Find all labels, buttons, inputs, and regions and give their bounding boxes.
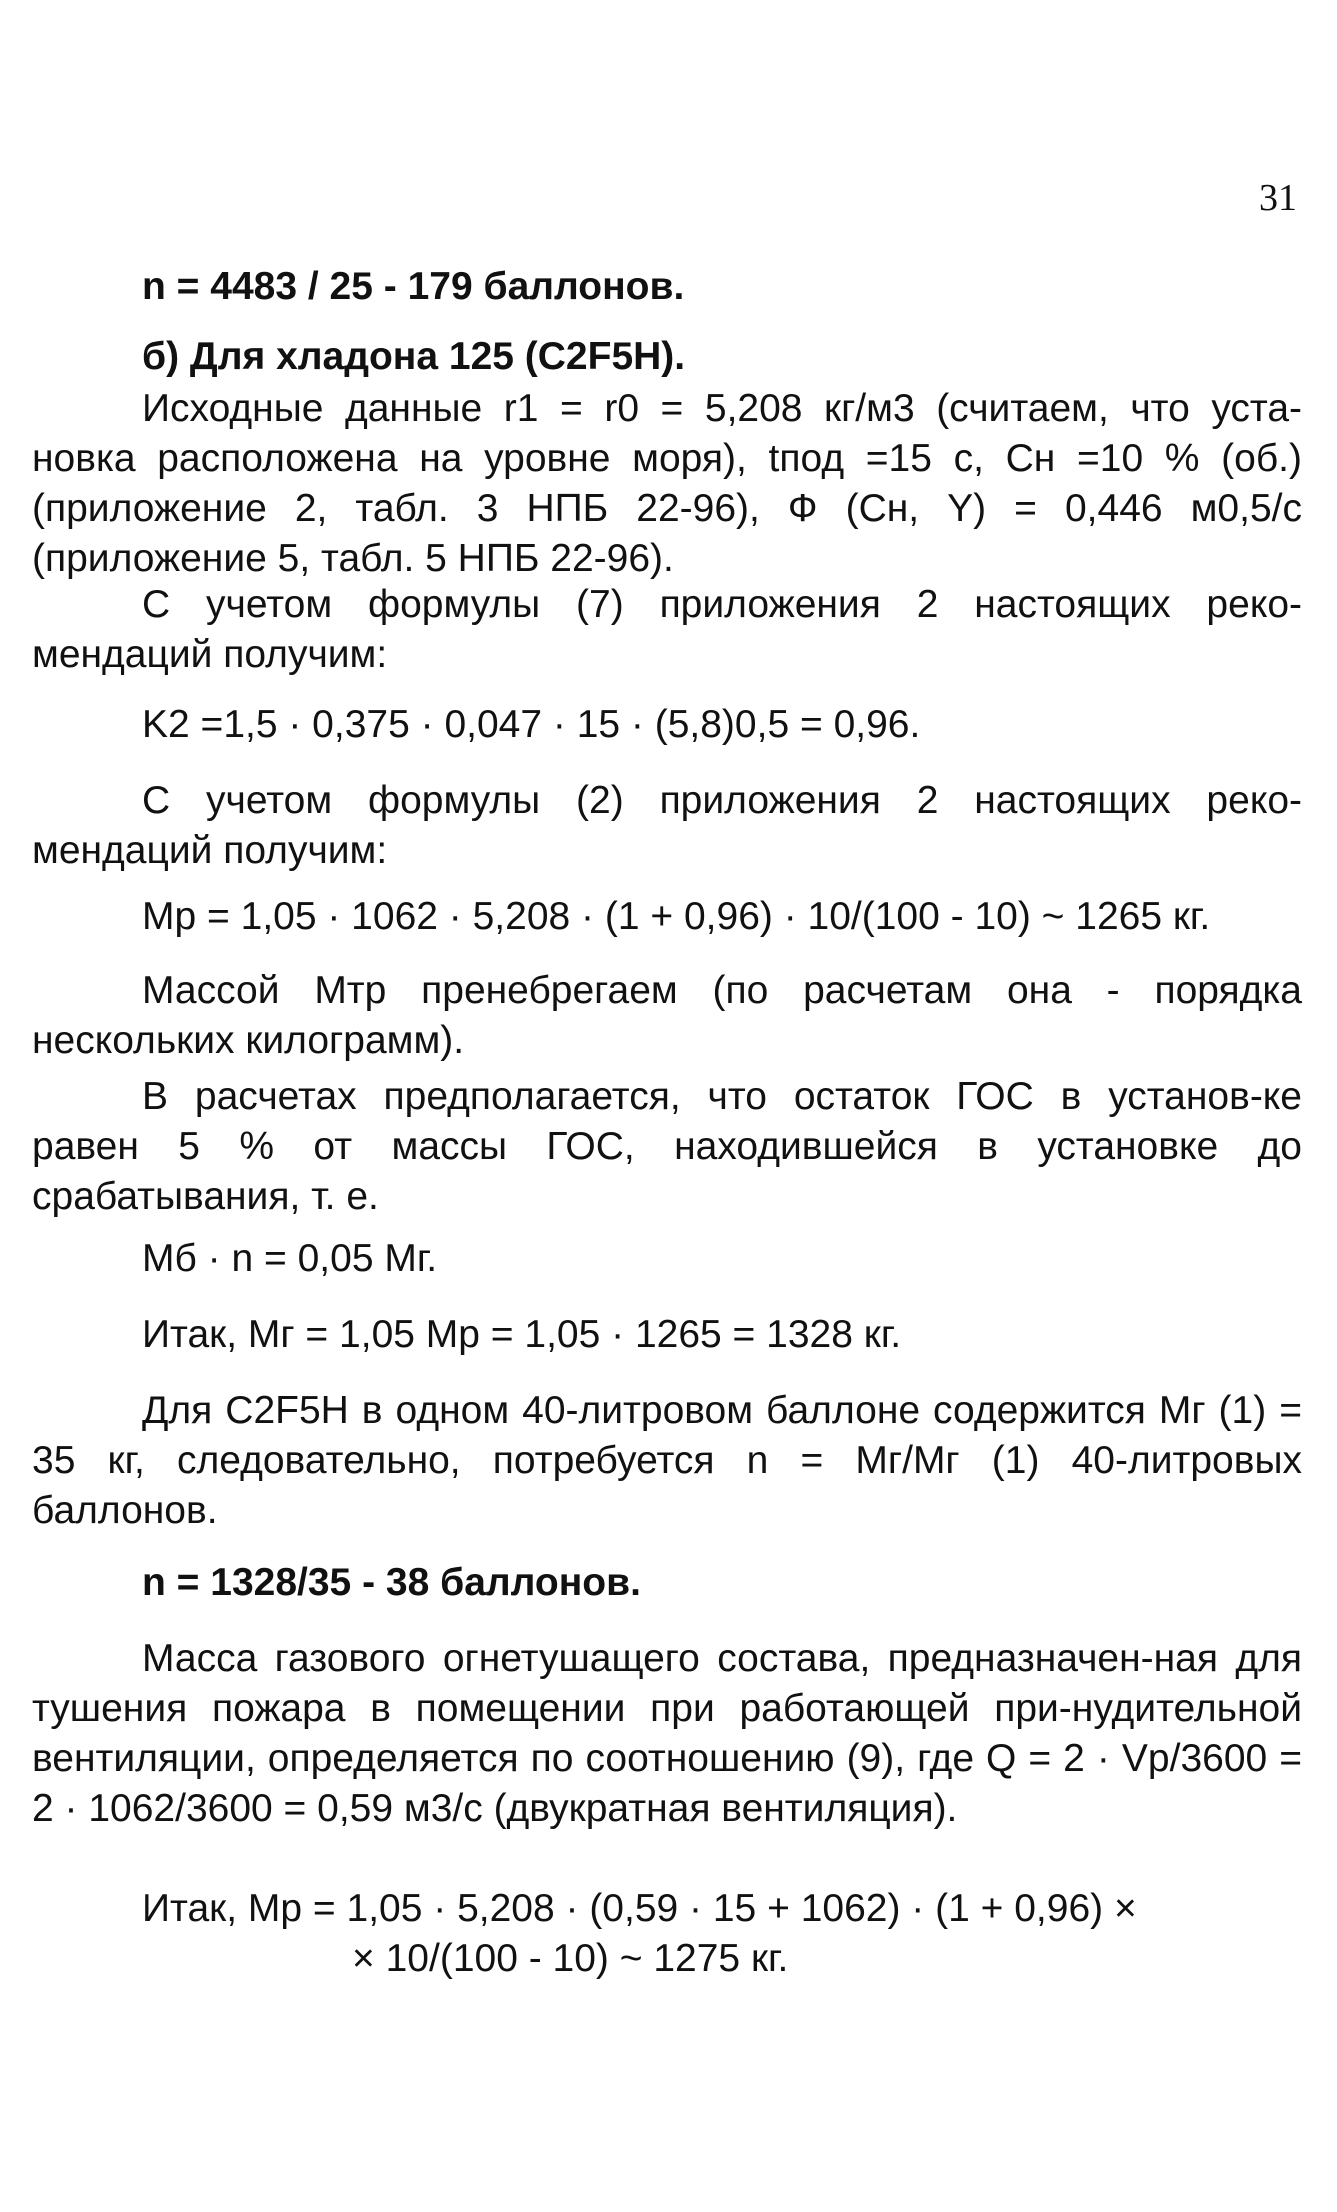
equation-k2: K2 =1,5 · 0,375 · 0,047 · 15 · (5,8)0,5 = 0,96. <box>142 703 921 746</box>
paragraph-initial-data <box>32 384 1302 584</box>
para1-line3: (приложение 2, табл. 3 НПБ 22-96), Ф (Cн, Y) = 0,446 м0,5/с <box>32 487 1302 530</box>
para1-line2: новка расположена на уровне моря), tпод =15 с, Cн =10 % (об.) <box>32 437 1302 480</box>
paragraph-mtr: Массой Mтр пренебрегаем (по расчетам она - порядка нескольких килограмм). <box>32 969 1302 1062</box>
para1-line4: (приложение 5, табл. 5 НПБ 22-96). <box>32 537 674 580</box>
para1-line1: Исходные данные r1 = r0 = 5,208 кг/м3 (считаем, что уста- <box>142 387 1302 430</box>
result-b: n = 1328/35 - 38 баллонов. <box>142 1561 641 1604</box>
paragraph-cylinder: Для C2F5H в одном 40-литровом баллоне содержится Mг (1) = 35 кг, следовательно, потребуется n = Mг/Mг (1) 40-литровых баллонов. <box>32 1389 1302 1532</box>
page-number: 31 <box>1259 177 1297 219</box>
paragraph-formula-2: С учетом формулы (2) приложения 2 настоящих реко-мендаций получим: <box>32 779 1302 872</box>
paragraph-formula-7: С учетом формулы (7) приложения 2 настоящих реко-мендаций получим: <box>32 583 1302 676</box>
equation-mp: Mp = 1,05 · 1062 · 5,208 · (1 + 0,96) · 10/(100 - 10) ~ 1265 кг. <box>142 895 1211 938</box>
paragraph-ventilation: Масса газового огнетушащего состава, предназначен-ная для тушения пожара в помещении при работающей при-нудительной вентиляции, определяется по соотношению (9), где Q = 2 · Vp/3600 = 2 · 1062/3600 = 0,59 м3/с (двукратная вентиляция). <box>32 1637 1302 1830</box>
equation-mb: Mб · n = 0,05 Mг. <box>142 1237 438 1280</box>
equation-mg: Итак, Mг = 1,05 Mp = 1,05 · 1265 = 1328 кг. <box>142 1313 902 1356</box>
paragraph-residual: В расчетах предполагается, что остаток ГОС в установ-ке равен 5 % от массы ГОС, находившейся в установке до срабатывания, т. е. <box>32 1075 1302 1218</box>
heading-b: б) Для хладона 125 (C2F5H). <box>142 335 686 378</box>
equation-final-line2: × 10/(100 - 10) ~ 1275 кг. <box>352 1937 789 1980</box>
equation-final-line1: Итак, Mp = 1,05 · 5,208 · (0,59 · 15 + 1062) · (1 + 0,96) × <box>142 1887 1137 1930</box>
result-a: n = 4483 / 25 - 179 баллонов. <box>142 265 685 308</box>
